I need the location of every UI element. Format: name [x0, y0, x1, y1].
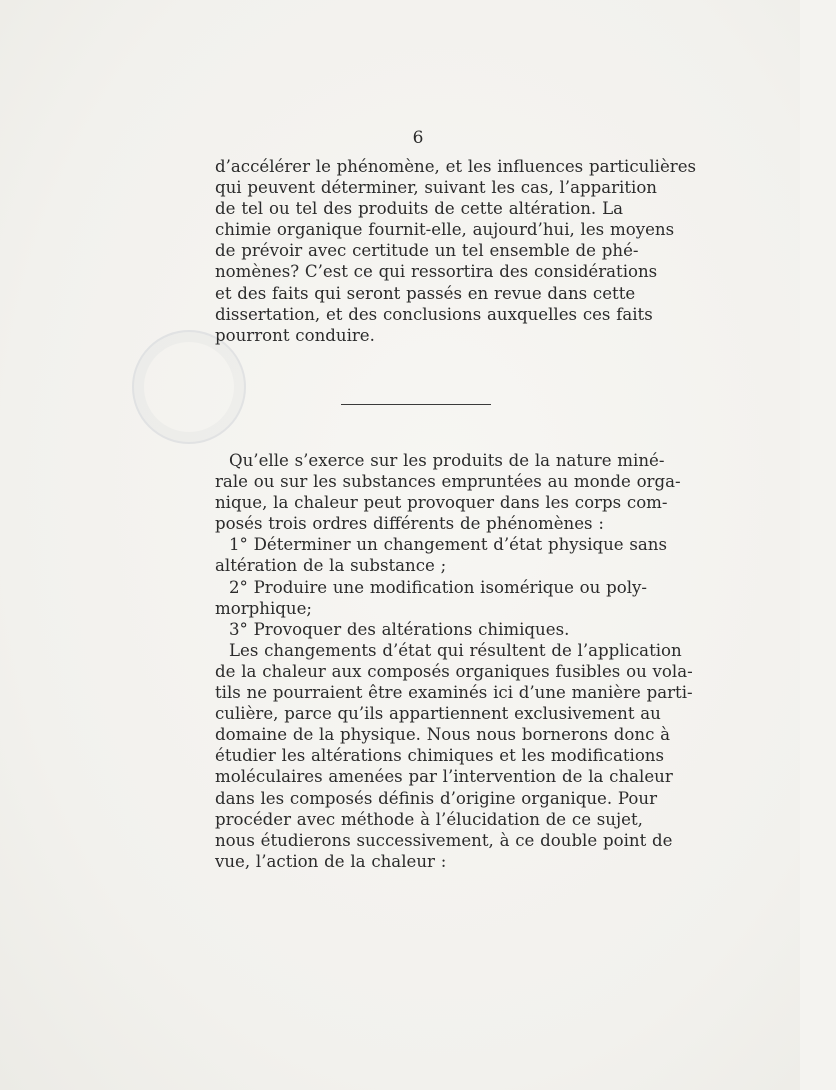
library-stamp	[132, 330, 246, 444]
page-number: 6	[412, 128, 424, 148]
text-line: domaine de la physique. Nous nous bornerons donc à	[215, 725, 671, 745]
text-line: étudier les altérations chimiques et les modifications	[215, 746, 665, 766]
text-line: Les changements d’état qui résultent de l’application	[229, 640, 682, 660]
text-line: dissertation, et des conclusions auxquelles ces faits	[215, 304, 653, 324]
text-line: vue, l’action de la chaleur :	[215, 851, 447, 871]
paragraph-2	[215, 450, 693, 872]
text-line: procéder avec méthode à l’élucidation de ce sujet,	[215, 809, 643, 829]
text-line: morphique;	[215, 598, 312, 618]
text-line: de la chaleur aux composés organiques fusibles ou vola-	[215, 661, 693, 681]
text-line: dans les composés définis d’origine organique. Pour	[215, 788, 658, 808]
section-separator	[341, 404, 491, 405]
text-line: chimie organique fournit-elle, aujourd’hui, les moyens	[215, 220, 675, 240]
text-line: 2° Produire une modification isomérique ou poly-	[229, 577, 648, 597]
text-line: Qu’elle s’exerce sur les produits de la nature miné-	[229, 451, 665, 470]
text-line: 1° Déterminer un changement d’état physique sans	[229, 535, 668, 555]
text-line: posés trois ordres différents de phénomènes :	[215, 514, 604, 534]
text-line: d’accélérer le phénomène, et les influences particulières	[215, 157, 697, 176]
paragraph-1	[215, 156, 697, 346]
text-line: nous étudierons successivement, à ce double point de	[215, 830, 673, 850]
text-line: moléculaires amenées par l’intervention de la chaleur	[215, 767, 673, 787]
text-line: qui peuvent déterminer, suivant les cas, l’apparition	[215, 178, 657, 198]
text-line: nique, la chaleur peut provoquer dans les corps com-	[215, 493, 668, 513]
text-line: et des faits qui seront passés en revue dans cette	[215, 283, 636, 303]
text-line: 3° Provoquer des altérations chimiques.	[229, 619, 570, 639]
text-line: altération de la substance ;	[215, 556, 447, 576]
text-line: de prévoir avec certitude un tel ensemble de phé-	[215, 241, 639, 261]
text-line: nomènes? C’est ce qui ressortira des considérations	[215, 262, 658, 282]
text-line: de tel ou tel des produits de cette altération. La	[215, 199, 623, 219]
text-line: rale ou sur les substances empruntées au monde orga-	[215, 472, 681, 492]
text-line: culière, parce qu’ils appartiennent exclusivement au	[215, 704, 661, 724]
text-line: pourront conduire.	[215, 325, 375, 345]
text-line: tils ne pourraient être examinés ici d’une manière parti-	[215, 683, 693, 703]
